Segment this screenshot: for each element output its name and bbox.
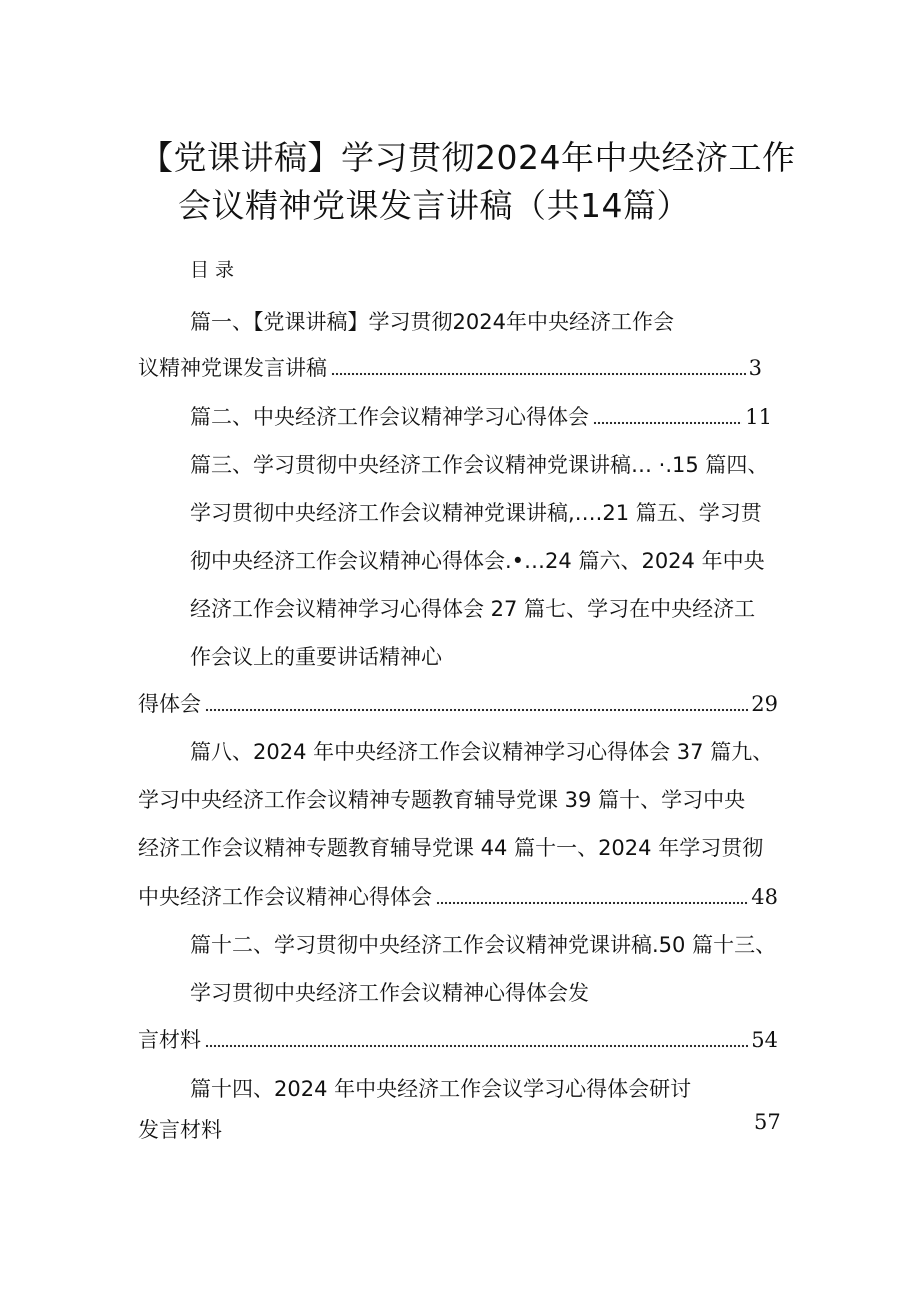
toc-run-line-3[interactable]: 彻中央经济工作会议精神心得体会.•…24 篇六、2024 年中央 (190, 549, 765, 573)
toc-entry-2[interactable] (190, 403, 772, 431)
toc-entry-1-line-1[interactable]: 篇一、【党课讲稿】学习贯彻2024年中央经济工作会 (190, 310, 674, 334)
toc-run-line-11[interactable]: 篇十二、学习贯彻中央经济工作会议精神党课讲稿.50 篇十三、 (190, 933, 777, 957)
dot-leader (593, 418, 742, 425)
dot-leader (205, 1041, 748, 1048)
toc-run-line-9[interactable]: 经济工作会议精神专题教育辅导党课 44 篇十一、2024 年学习贯彻 (138, 836, 764, 860)
toc-run-line-10[interactable] (138, 883, 778, 911)
toc-run-line-8[interactable]: 学习中央经济工作会议精神专题教育辅导党课 39 篇十、学习中央 (138, 788, 746, 812)
dot-leader (331, 369, 746, 376)
toc-run-line-6[interactable] (138, 690, 778, 718)
toc-entry-14-page: 57 (754, 1110, 781, 1134)
toc-entry-7-text: 得体会 (138, 692, 201, 716)
toc-entry-1-text: 议精神党课发言讲稿 (138, 356, 327, 380)
toc-entry-13-text: 言材料 (138, 1028, 201, 1052)
toc-run-line-12[interactable]: 学习贯彻中央经济工作会议精神心得体会发 (190, 981, 589, 1005)
toc-entry-2-page: 11 (745, 405, 772, 429)
toc-run-line-1[interactable]: 篇三、学习贯彻中央经济工作会议精神党课讲稿… ·.15 篇四、 (190, 453, 769, 477)
toc-entry-2-text: 篇二、中央经济工作会议精神学习心得体会 (190, 405, 589, 429)
document-title-line-1: 【党课讲稿】学习贯彻2024年中央经济工作 (140, 138, 796, 177)
toc-run-line-5[interactable]: 作会议上的重要讲话精神心 (190, 645, 442, 669)
toc-run-line-7[interactable]: 篇八、2024 年中央经济工作会议精神学习心得体会 37 篇九、 (190, 740, 774, 764)
toc-entry-1-page: 3 (748, 356, 762, 380)
toc-run-line-13[interactable] (138, 1026, 778, 1054)
toc-entry-1-line-2[interactable] (138, 354, 762, 382)
toc-entry-11-page: 48 (751, 885, 778, 909)
toc-entry-7-page: 29 (751, 692, 778, 716)
toc-run-line-2[interactable]: 学习贯彻中央经济工作会议精神党课讲稿,….21 篇五、学习贯 (190, 501, 762, 525)
toc-run-line-4[interactable]: 经济工作会议精神学习心得体会 27 篇七、学习在中央经济工 (190, 597, 756, 621)
toc-entry-13-page: 54 (751, 1028, 778, 1052)
document-title-line-2: 会议精神党课发言讲稿（共14篇） (178, 186, 690, 225)
dot-leader (436, 898, 748, 905)
toc-heading: 目录 (190, 259, 241, 281)
toc-entry-14-line-2[interactable]: 发言材料 (138, 1118, 222, 1142)
toc-entry-11-text: 中央经济工作会议精神心得体会 (138, 885, 432, 909)
dot-leader (205, 705, 748, 712)
toc-entry-14-line-1[interactable]: 篇十四、2024 年中央经济工作会议学习心得体会研讨 (190, 1077, 692, 1101)
